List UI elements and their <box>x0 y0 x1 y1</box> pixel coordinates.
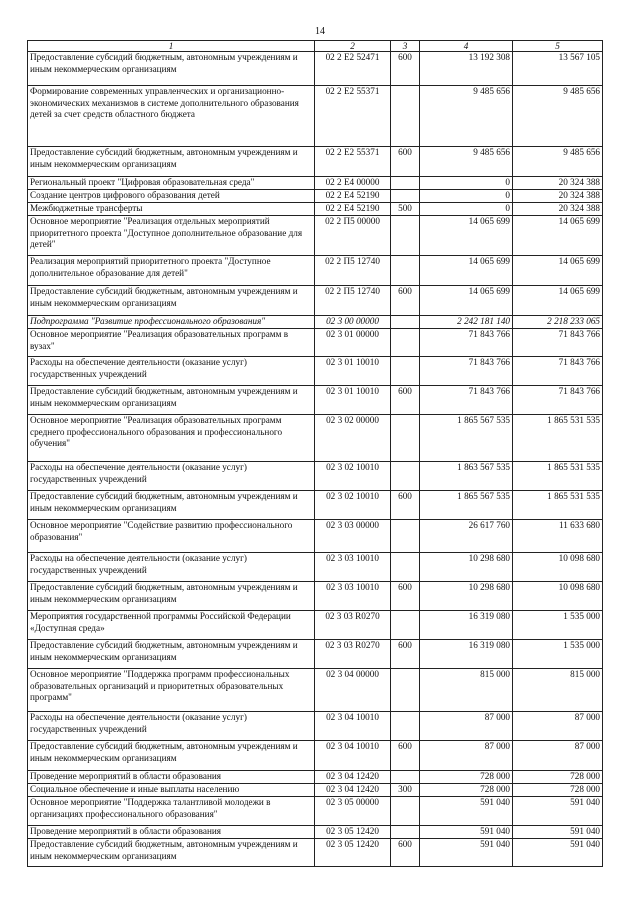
row-name-cell: Основное мероприятие "Реализация образовательных программ в вузах" <box>28 329 315 357</box>
header-col-5: 5 <box>513 41 603 52</box>
row-kvr-cell: 600 <box>391 491 420 520</box>
row-value-1-cell: 14 065 699 <box>420 286 513 316</box>
row-value-2-cell: 10 098 680 <box>513 553 603 582</box>
row-kvr-cell <box>391 177 420 190</box>
table-row <box>28 147 603 177</box>
row-kvr-cell: 600 <box>391 741 420 771</box>
row-value-2-cell: 87 000 <box>513 712 603 741</box>
table-row <box>28 771 603 784</box>
row-kvr-cell: 300 <box>391 784 420 797</box>
table-row <box>28 520 603 553</box>
row-code-cell: 02 2 П5 12740 <box>315 286 391 316</box>
row-code-cell: 02 2 E2 55371 <box>315 147 391 177</box>
table-row <box>28 256 603 286</box>
row-value-1-cell: 71 843 766 <box>420 329 513 357</box>
row-name-cell: Расходы на обеспечение деятельности (оказание услуг) государственных учреждений <box>28 712 315 741</box>
row-value-2-cell: 14 065 699 <box>513 256 603 286</box>
row-value-2-cell: 20 324 388 <box>513 203 603 216</box>
row-value-2-cell: 591 040 <box>513 839 603 867</box>
row-value-1-cell: 815 000 <box>420 669 513 712</box>
row-value-2-cell: 71 843 766 <box>513 386 603 415</box>
row-code-cell: 02 2 E2 52471 <box>315 52 391 86</box>
table-row <box>28 216 603 256</box>
row-kvr-cell: 600 <box>391 839 420 867</box>
row-kvr-cell <box>391 256 420 286</box>
row-value-2-cell: 1 535 000 <box>513 611 603 640</box>
row-code-cell: 02 2 E4 52190 <box>315 190 391 203</box>
row-kvr-cell <box>391 553 420 582</box>
row-code-cell: 02 3 05 12420 <box>315 839 391 867</box>
row-value-1-cell: 87 000 <box>420 741 513 771</box>
table-row <box>28 611 603 640</box>
row-value-2-cell: 1 865 531 535 <box>513 415 603 462</box>
row-code-cell: 02 3 04 12420 <box>315 784 391 797</box>
row-value-1-cell: 14 065 699 <box>420 216 513 256</box>
row-code-cell: 02 3 02 00000 <box>315 415 391 462</box>
row-code-cell: 02 3 05 00000 <box>315 797 391 826</box>
row-code-cell: 02 3 04 00000 <box>315 669 391 712</box>
table-row <box>28 741 603 771</box>
row-name-cell: Расходы на обеспечение деятельности (оказание услуг) государственных учреждений <box>28 462 315 491</box>
row-value-1-cell: 10 298 680 <box>420 582 513 611</box>
row-kvr-cell <box>391 826 420 839</box>
row-value-2-cell: 71 843 766 <box>513 329 603 357</box>
row-name-cell: Формирование современных управленческих и организационно-экономических механизмов в системе дополнительного образования детей за счет средств областного бюджета <box>28 86 315 147</box>
row-value-1-cell: 71 843 766 <box>420 386 513 415</box>
row-value-1-cell: 1 865 567 535 <box>420 491 513 520</box>
row-code-cell: 02 3 04 10010 <box>315 741 391 771</box>
row-value-1-cell: 1 863 567 535 <box>420 462 513 491</box>
row-name-cell: Основное мероприятие "Содействие развитию профессионального образования" <box>28 520 315 553</box>
row-name-cell: Предоставление субсидий бюджетным, автономным учреждениям и иным некоммерческим организациям <box>28 286 315 316</box>
row-code-cell: 02 3 03 10010 <box>315 553 391 582</box>
row-value-1-cell: 16 319 080 <box>420 611 513 640</box>
row-code-cell: 02 3 01 10010 <box>315 357 391 386</box>
table-row <box>28 357 603 386</box>
row-name-cell: Предоставление субсидий бюджетным, автономным учреждениям и иным некоммерческим организациям <box>28 640 315 669</box>
row-name-cell: Основное мероприятие "Поддержка программ профессиональных образовательных организаций и приоритетных образовательных программ" <box>28 669 315 712</box>
row-kvr-cell <box>391 669 420 712</box>
row-value-2-cell: 728 000 <box>513 771 603 784</box>
header-col-2: 2 <box>315 41 391 52</box>
row-code-cell: 02 3 03 R0270 <box>315 640 391 669</box>
row-kvr-cell: 600 <box>391 52 420 86</box>
row-code-cell: 02 3 02 10010 <box>315 462 391 491</box>
table-row <box>28 415 603 462</box>
table-row <box>28 491 603 520</box>
row-value-1-cell: 87 000 <box>420 712 513 741</box>
row-value-2-cell: 71 843 766 <box>513 357 603 386</box>
row-value-1-cell: 10 298 680 <box>420 553 513 582</box>
row-value-2-cell: 87 000 <box>513 741 603 771</box>
table-row <box>28 86 603 147</box>
row-name-cell: Проведение мероприятий в области образования <box>28 826 315 839</box>
row-code-cell: 02 2 П5 12740 <box>315 256 391 286</box>
row-code-cell: 02 3 04 10010 <box>315 712 391 741</box>
table-row <box>28 329 603 357</box>
table-row <box>28 386 603 415</box>
row-value-1-cell: 0 <box>420 203 513 216</box>
row-code-cell: 02 3 00 00000 <box>315 316 391 329</box>
row-kvr-cell <box>391 462 420 491</box>
row-name-cell: Предоставление субсидий бюджетным, автономным учреждениям и иным некоммерческим организациям <box>28 386 315 415</box>
table-row <box>28 286 603 316</box>
row-code-cell: 02 2 E2 55371 <box>315 86 391 147</box>
row-value-2-cell: 20 324 388 <box>513 177 603 190</box>
row-value-2-cell: 728 000 <box>513 784 603 797</box>
row-value-1-cell: 591 040 <box>420 826 513 839</box>
row-kvr-cell <box>391 329 420 357</box>
header-col-1: 1 <box>28 41 315 52</box>
header-col-3: 3 <box>391 41 420 52</box>
row-value-1-cell: 0 <box>420 177 513 190</box>
row-name-cell: Предоставление субсидий бюджетным, автономным учреждениям и иным некоммерческим организациям <box>28 582 315 611</box>
row-kvr-cell: 600 <box>391 582 420 611</box>
table-row <box>28 553 603 582</box>
row-value-1-cell: 728 000 <box>420 771 513 784</box>
budget-table <box>27 40 603 867</box>
page-number: 14 <box>315 26 325 37</box>
row-name-cell: Предоставление субсидий бюджетным, автономным учреждениям и иным некоммерческим организациям <box>28 491 315 520</box>
row-kvr-cell: 600 <box>391 147 420 177</box>
row-kvr-cell: 600 <box>391 640 420 669</box>
row-value-2-cell: 591 040 <box>513 797 603 826</box>
row-kvr-cell <box>391 771 420 784</box>
row-value-1-cell: 9 485 656 <box>420 86 513 147</box>
table-row <box>28 712 603 741</box>
row-name-cell: Основное мероприятие "Поддержка талантливой молодежи в организациях профессионального образования" <box>28 797 315 826</box>
row-value-1-cell: 728 000 <box>420 784 513 797</box>
table-row <box>28 52 603 86</box>
row-code-cell: 02 3 01 00000 <box>315 329 391 357</box>
row-value-2-cell: 591 040 <box>513 826 603 839</box>
row-name-cell: Межбюджетные трансферты <box>28 203 315 216</box>
row-kvr-cell <box>391 797 420 826</box>
row-name-cell: Мероприятия государственной программы Российской Федерации «Доступная среда» <box>28 611 315 640</box>
table-row <box>28 640 603 669</box>
row-value-2-cell: 14 065 699 <box>513 216 603 256</box>
row-value-1-cell: 0 <box>420 190 513 203</box>
row-code-cell: 02 3 03 00000 <box>315 520 391 553</box>
row-value-1-cell: 71 843 766 <box>420 357 513 386</box>
row-value-1-cell: 9 485 656 <box>420 147 513 177</box>
row-kvr-cell <box>391 520 420 553</box>
row-code-cell: 02 2 E4 52190 <box>315 203 391 216</box>
row-name-cell: Предоставление субсидий бюджетным, автономным учреждениям и иным некоммерческим организациям <box>28 741 315 771</box>
row-code-cell: 02 2 E4 00000 <box>315 177 391 190</box>
row-name-cell: Предоставление субсидий бюджетным, автономным учреждениям и иным некоммерческим организациям <box>28 52 315 86</box>
row-value-1-cell: 591 040 <box>420 797 513 826</box>
row-name-cell: Предоставление субсидий бюджетным, автономным учреждениям и иным некоммерческим организациям <box>28 147 315 177</box>
row-value-2-cell: 20 324 388 <box>513 190 603 203</box>
table-row <box>28 462 603 491</box>
table-row <box>28 797 603 826</box>
row-code-cell: 02 3 05 12420 <box>315 826 391 839</box>
row-kvr-cell <box>391 86 420 147</box>
row-name-cell: Реализация мероприятий приоритетного проекта "Доступное дополнительное образование для детей" <box>28 256 315 286</box>
row-value-2-cell: 13 567 105 <box>513 52 603 86</box>
table-row <box>28 203 603 216</box>
row-kvr-cell <box>391 316 420 329</box>
row-name-cell: Социальное обеспечение и иные выплаты населению <box>28 784 315 797</box>
row-kvr-cell <box>391 216 420 256</box>
row-value-2-cell: 9 485 656 <box>513 147 603 177</box>
row-code-cell: 02 3 01 10010 <box>315 386 391 415</box>
row-code-cell: 02 3 03 R0270 <box>315 611 391 640</box>
row-value-2-cell: 1 535 000 <box>513 640 603 669</box>
row-value-2-cell: 815 000 <box>513 669 603 712</box>
row-value-2-cell: 1 865 531 535 <box>513 462 603 491</box>
row-code-cell: 02 3 04 12420 <box>315 771 391 784</box>
row-value-1-cell: 2 242 181 140 <box>420 316 513 329</box>
row-code-cell: 02 3 02 10010 <box>315 491 391 520</box>
row-value-1-cell: 591 040 <box>420 839 513 867</box>
row-value-2-cell: 2 218 233 065 <box>513 316 603 329</box>
row-code-cell: 02 3 03 10010 <box>315 582 391 611</box>
row-name-cell: Создание центров цифрового образования детей <box>28 190 315 203</box>
row-value-1-cell: 13 192 308 <box>420 52 513 86</box>
row-kvr-cell <box>391 190 420 203</box>
row-value-1-cell: 16 319 080 <box>420 640 513 669</box>
row-value-2-cell: 11 633 680 <box>513 520 603 553</box>
table-row <box>28 669 603 712</box>
row-value-1-cell: 26 617 760 <box>420 520 513 553</box>
row-value-1-cell: 1 865 567 535 <box>420 415 513 462</box>
table-row <box>28 190 603 203</box>
table-header-row <box>28 41 603 52</box>
row-value-2-cell: 14 065 699 <box>513 286 603 316</box>
row-kvr-cell: 600 <box>391 386 420 415</box>
row-kvr-cell <box>391 357 420 386</box>
row-value-2-cell: 9 485 656 <box>513 86 603 147</box>
row-name-cell: Предоставление субсидий бюджетным, автономным учреждениям и иным некоммерческим организациям <box>28 839 315 867</box>
row-name-cell: Проведение мероприятий в области образования <box>28 771 315 784</box>
row-name-cell: Расходы на обеспечение деятельности (оказание услуг) государственных учреждений <box>28 357 315 386</box>
table-row <box>28 784 603 797</box>
table-row <box>28 826 603 839</box>
row-value-1-cell: 14 065 699 <box>420 256 513 286</box>
row-kvr-cell: 500 <box>391 203 420 216</box>
row-name-cell: Расходы на обеспечение деятельности (оказание услуг) государственных учреждений <box>28 553 315 582</box>
row-value-2-cell: 1 865 531 535 <box>513 491 603 520</box>
table-row <box>28 582 603 611</box>
row-name-cell: Основное мероприятие "Реализация образовательных программ среднего профессионального образования и профессионального обучения" <box>28 415 315 462</box>
row-kvr-cell <box>391 712 420 741</box>
row-name-cell: Основное мероприятие "Реализация отдельных мероприятий приоритетного проекта "Доступное дополнительное образование для детей" <box>28 216 315 256</box>
row-name-cell: Региональный проект "Цифровая образовательная среда" <box>28 177 315 190</box>
header-col-4: 4 <box>420 41 513 52</box>
table-row <box>28 839 603 867</box>
row-kvr-cell <box>391 611 420 640</box>
row-kvr-cell <box>391 415 420 462</box>
row-kvr-cell: 600 <box>391 286 420 316</box>
row-value-2-cell: 10 098 680 <box>513 582 603 611</box>
table-row <box>28 177 603 190</box>
row-code-cell: 02 2 П5 00000 <box>315 216 391 256</box>
row-name-cell: Подпрограмма "Развитие профессионального образования" <box>28 316 315 329</box>
table-row <box>28 316 603 329</box>
